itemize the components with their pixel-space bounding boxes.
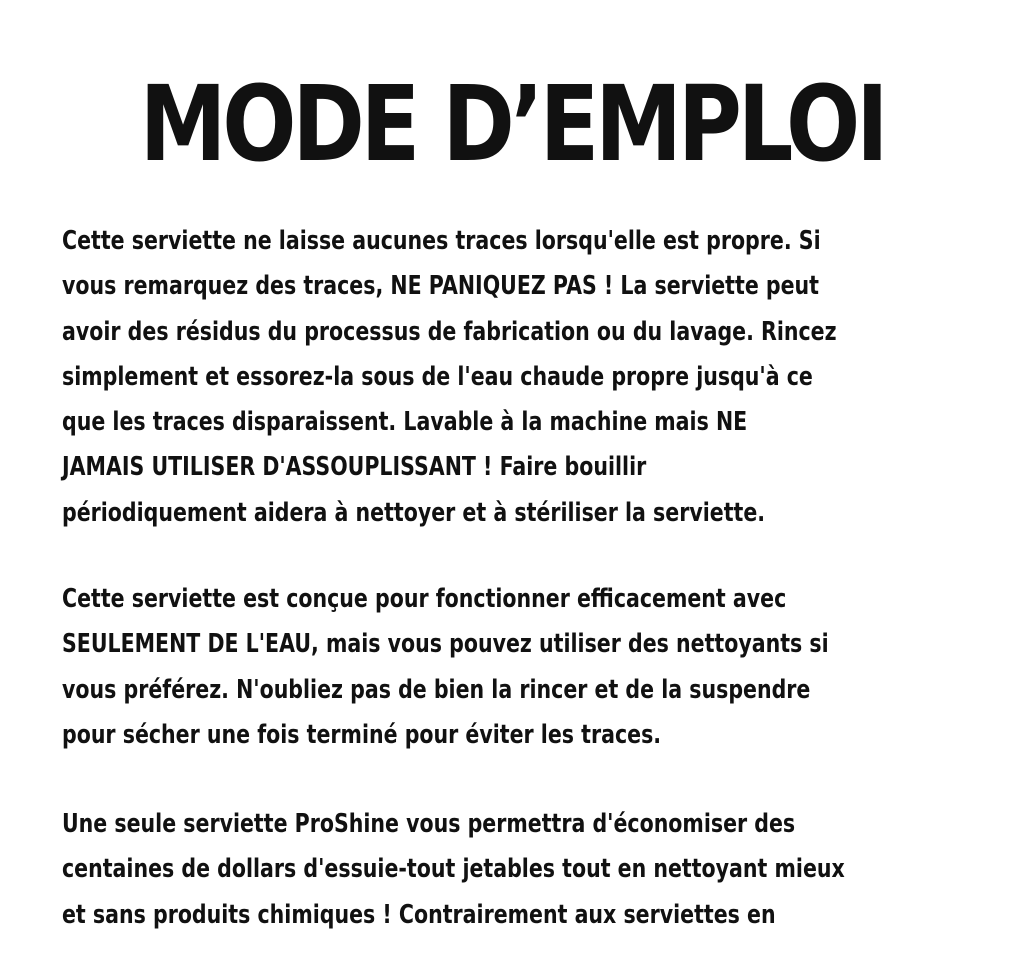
paragraph-line: pour sécher une fois terminé pour éviter les traces. xyxy=(62,719,662,750)
paragraph-line: Une seule serviette ProShine vous permettra d'économiser des xyxy=(62,809,796,839)
paragraph-savings xyxy=(62,802,1002,938)
paragraph-water-usage xyxy=(62,577,1002,758)
paragraph-line: que les traces disparaissent. Lavable à la machine mais NE xyxy=(62,407,748,438)
paragraph-line: simplement et essorez-la sous de l'eau chaude propre jusqu'à ce xyxy=(62,361,813,392)
paragraph-cleaning-instructions xyxy=(62,219,1002,536)
paragraph-line: vous remarquez des traces, NE PANIQUEZ PAS ! La serviette peut xyxy=(62,271,819,302)
paragraph-line: JAMAIS UTILISER D'ASSOUPLISSANT ! Faire bouillir xyxy=(62,452,647,483)
paragraph-line: SEULEMENT DE L'EAU, mais vous pouvez utiliser des nettoyants si xyxy=(62,629,829,660)
paragraph-line: Cette serviette est conçue pour fonctionner efficacement avec xyxy=(62,584,787,614)
paragraph-line: périodiquement aidera à nettoyer et à stériliser la serviette. xyxy=(62,497,766,528)
paragraph-line: centaines de dollars d'essuie-tout jetables tout en nettoyant mieux xyxy=(62,854,845,885)
paragraph-line: avoir des résidus du processus de fabrication ou du lavage. Rincez xyxy=(62,316,837,347)
paragraph-line: Cette serviette ne laisse aucunes traces lorsqu'elle est propre. Si xyxy=(62,226,821,256)
paragraph-line: et sans produits chimiques ! Contrairement aux serviettes en xyxy=(62,899,776,930)
page-title: MODE D’EMPLOI xyxy=(139,63,885,185)
paragraph-line: vous préférez. N'oubliez pas de bien la rincer et de la suspendre xyxy=(62,674,811,705)
